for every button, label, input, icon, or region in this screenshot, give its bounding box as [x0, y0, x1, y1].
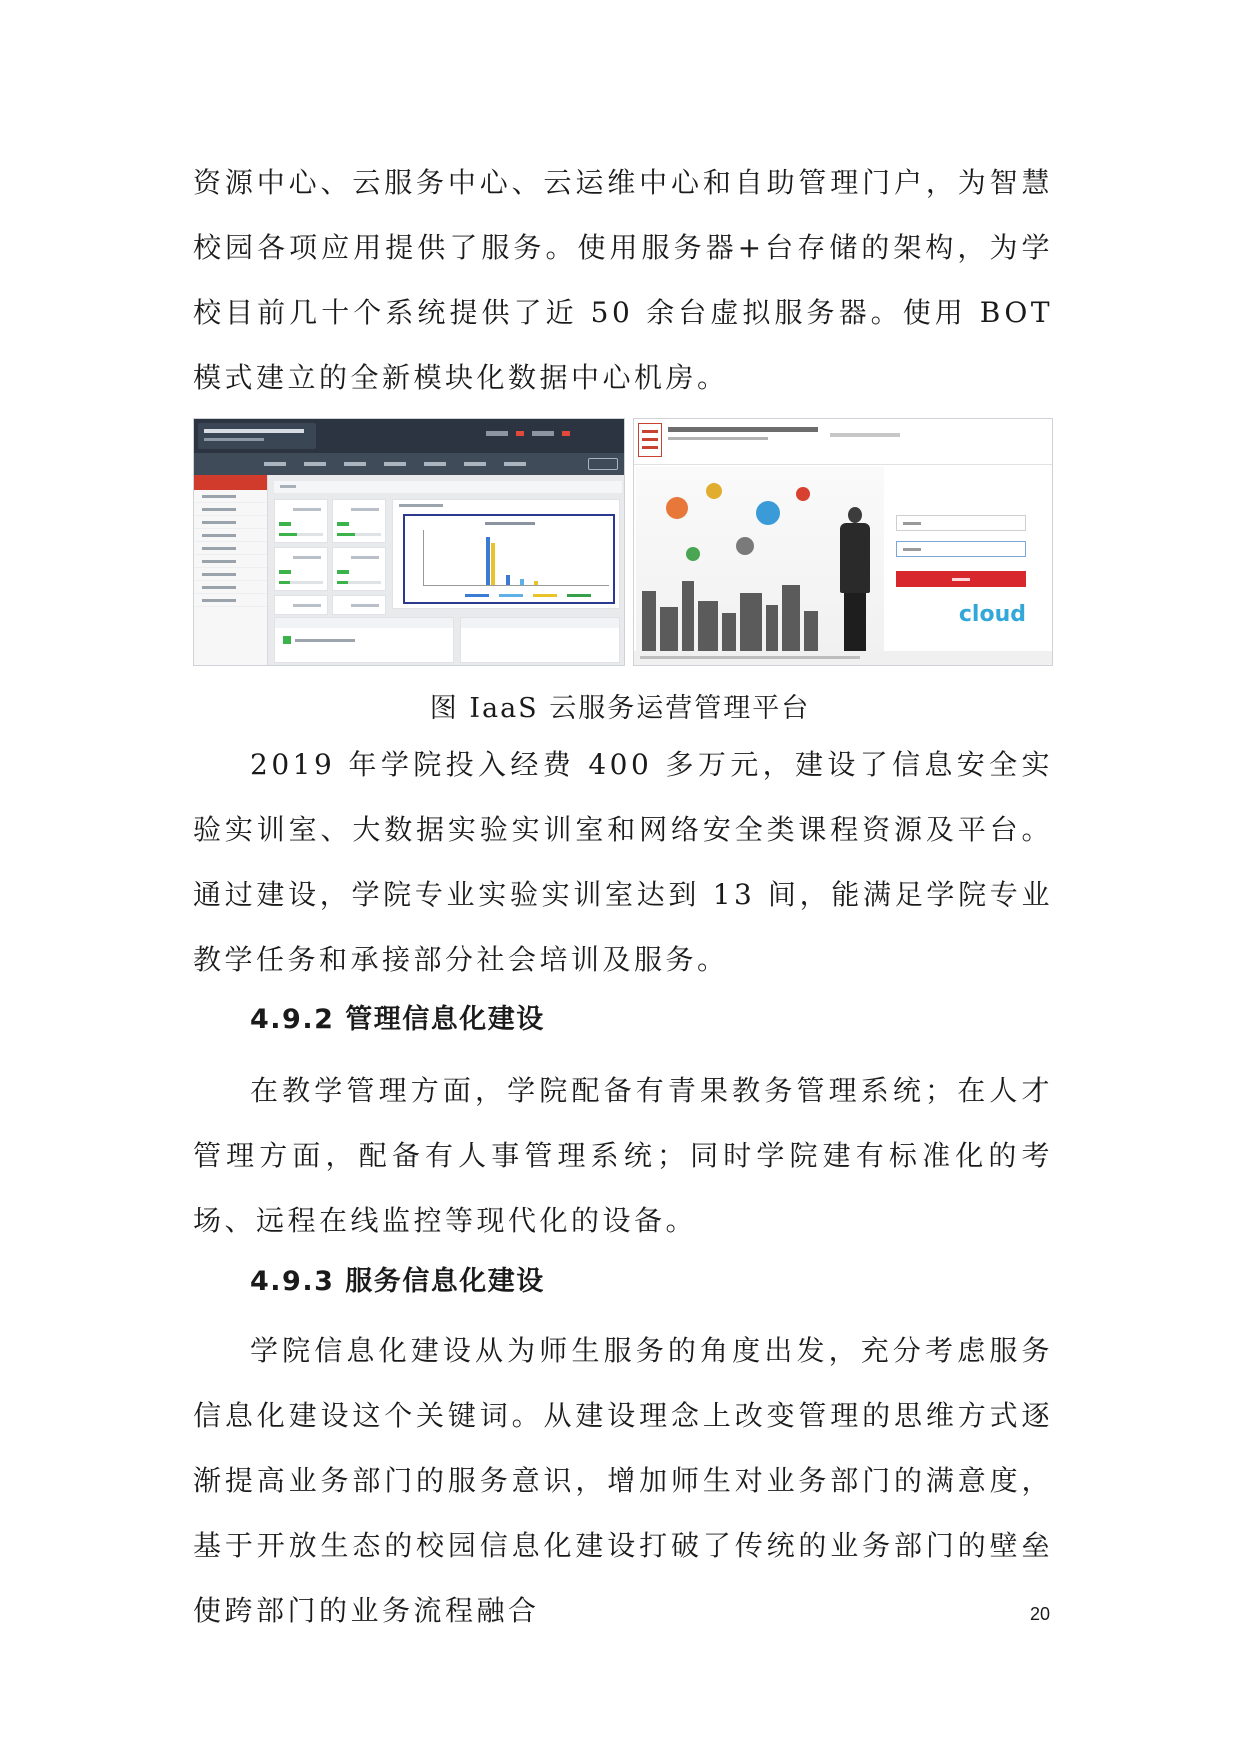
page-number: 20 [1030, 1604, 1051, 1624]
username-field [896, 515, 1026, 531]
figure-caption: 图 IaaS 云服务运营管理平台 [429, 693, 811, 724]
heading-management-informatization: 4.9.2 管理信息化建设 [250, 1004, 545, 1035]
login-footer [634, 651, 1052, 665]
dashboard-logo [198, 423, 316, 449]
login-button [896, 571, 1026, 587]
login-illustration [636, 467, 884, 651]
seal-logo-icon [638, 423, 662, 457]
login-screenshot [633, 418, 1053, 666]
dashboard-main [274, 481, 622, 665]
password-field [896, 541, 1026, 557]
dashboard-nav-bar [194, 453, 624, 475]
businessman-figure [836, 507, 874, 651]
login-header [634, 419, 1052, 465]
paragraph-labs: 2019 年学院投入经费 400 多万元，建设了信息安全实验实训室、大数据实验实训室和网络安全类课程资源及平台。通过建设，学院专业实验实训室达到 13 间，能满足学院专业教学任务和承接部分社会培训及服务。 [193, 748, 1053, 976]
dashboard-chart-panel [392, 499, 620, 609]
dashboard-sidebar [194, 475, 268, 666]
paragraph-service: 学院信息化建设从为师生服务的角度出发，充分考虑服务信息化建设这个关键词。从建设理念上改变管理的思维方式逐渐提高业务部门的服务意识，增加师生对业务部门的满意度，基于开放生态的校园信息化建设打破了传统的业务部门的壁垒使跨部门的业务流程融合 [193, 1334, 1053, 1627]
dashboard-header-bar [194, 419, 624, 453]
dashboard-top-icons [486, 431, 616, 439]
cloud-brand-text: cloud [958, 602, 1026, 627]
paragraph-data-center: 资源中心、云服务中心、云运维中心和自助管理门户，为智慧校园各项应用提供了服务。使用服务器+台存储的架构，为学校目前几十个系统提供了近 50 余台虚拟服务器。使用 BOT 模式建立的全新模块化数据中心机房。 [193, 166, 1053, 394]
dashboard-screenshot [193, 418, 625, 666]
heading-service-informatization: 4.9.3 服务信息化建设 [250, 1266, 545, 1297]
paragraph-management: 在教学管理方面，学院配备有青果教务管理系统；在人才管理方面，配备有人事管理系统；同时学院建有标准化的考场、远程在线监控等现代化的设备。 [193, 1074, 1053, 1237]
